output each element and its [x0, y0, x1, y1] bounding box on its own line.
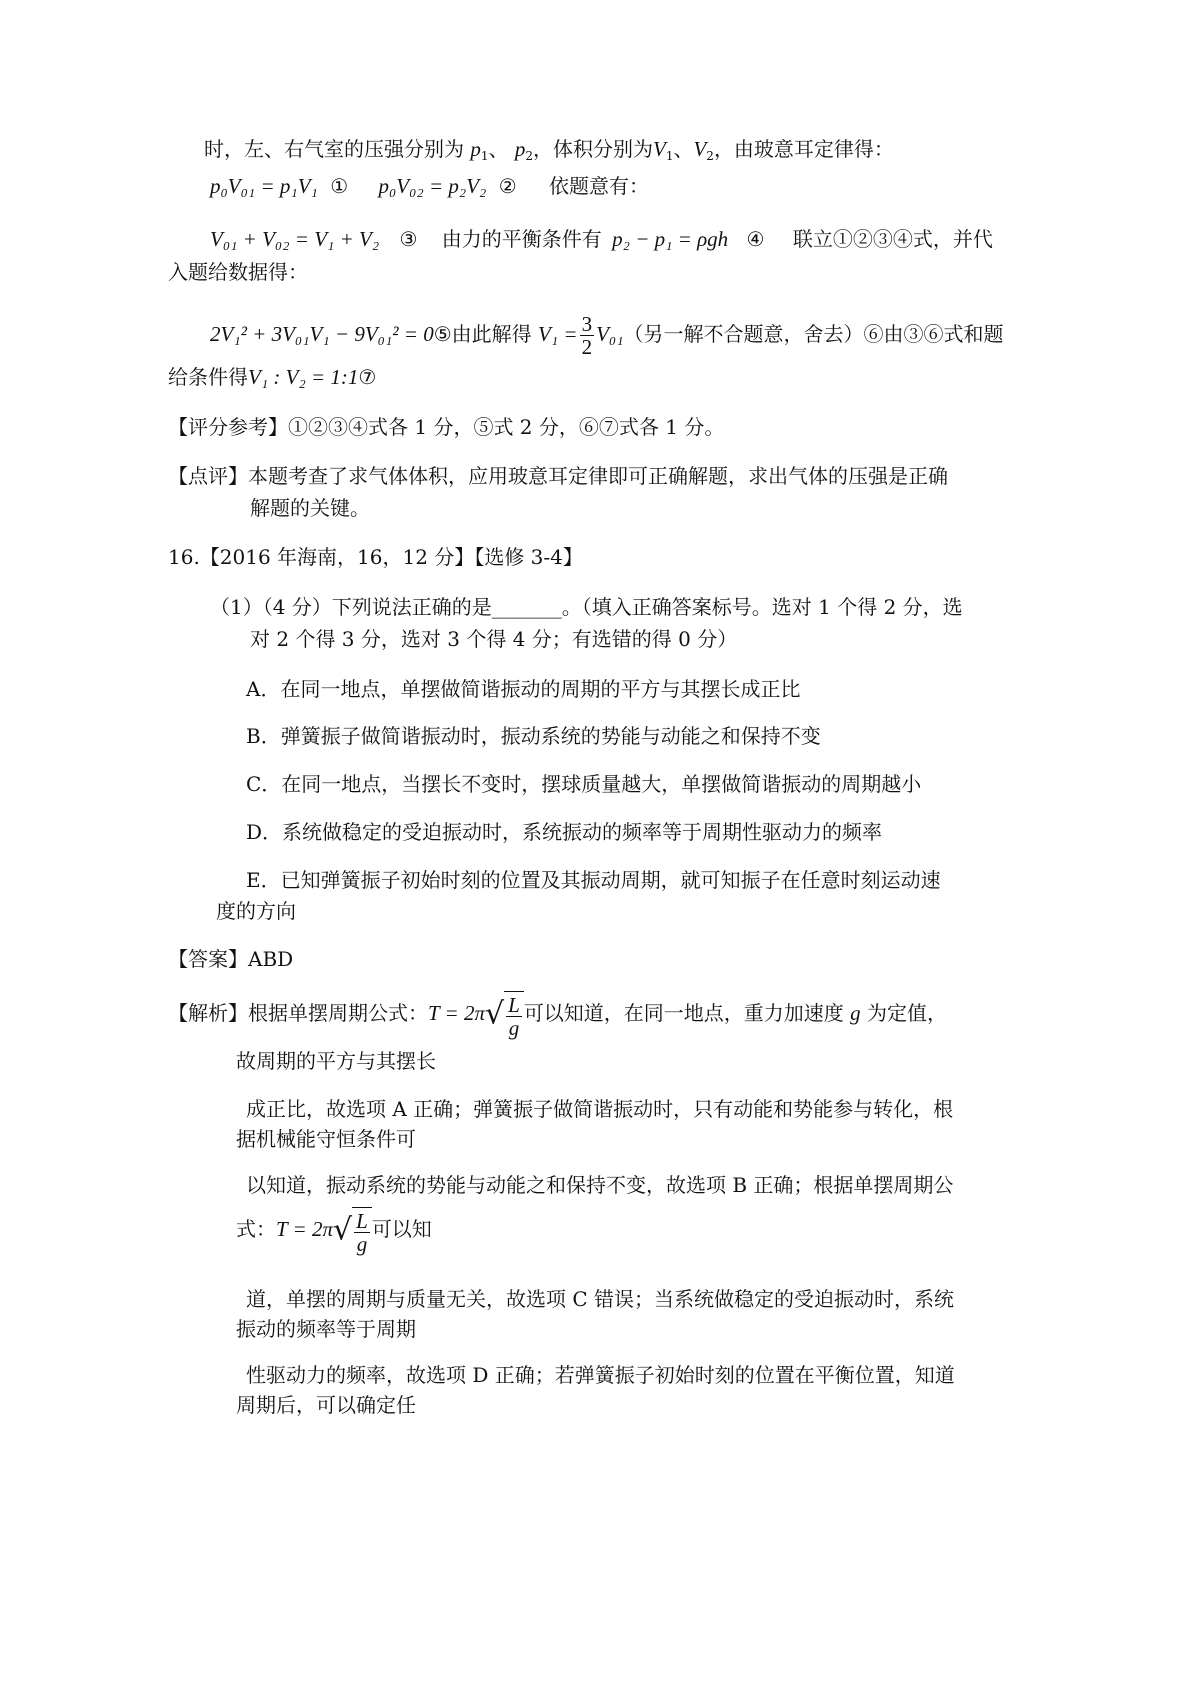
denominator: g — [356, 1231, 368, 1256]
scoring-reference: 【评分参考】①②③④式各 1 分，⑤式 2 分，⑥⑦式各 1 分。 — [168, 415, 725, 439]
text: 、 — [673, 137, 694, 161]
equation-3: V₀₁ + V₀₂ = V₁ + V₂ — [210, 227, 380, 251]
analysis-line-10: 周期后，可以确定任 — [236, 1393, 416, 1417]
denominator: g — [508, 1015, 520, 1040]
math-expr: V₀₁ — [596, 322, 624, 346]
text: ⑤由此解得 — [433, 322, 532, 346]
subscript: 1 — [665, 149, 674, 163]
numerator: L — [356, 1208, 368, 1233]
equation-4: p₂ − p₁ = ρgh — [612, 227, 729, 251]
math-var: p — [514, 137, 526, 161]
subscript: 1 — [480, 149, 489, 163]
text: 可以知 — [371, 1217, 432, 1241]
eq-number: ② — [498, 174, 517, 198]
math-var: p — [470, 137, 481, 161]
denominator: 2 — [581, 335, 593, 359]
text: 联立①②③④式，并代 — [792, 227, 993, 251]
answer: 【答案】ABD — [168, 947, 294, 971]
option-e-line-1: E．已知弹簧振子初始时刻的位置及其振动周期，就可知振子在任意时刻运动速 — [246, 868, 941, 892]
text: ，由玻意耳定律得： — [713, 137, 894, 161]
formula: T = 2π — [428, 1001, 485, 1025]
text: 式： — [236, 1217, 276, 1241]
text: 可以知道，在同一地点，重力加速度 — [523, 1001, 851, 1025]
question-part-1-line-2: 对 2 个得 3 分，选对 3 个得 4 分；有选错的得 0 分） — [250, 627, 738, 651]
text: ⑦ — [358, 365, 377, 389]
option-a: A．在同一地点，单摆做简谐振动的周期的平方与其摆长成正比 — [246, 677, 801, 701]
text: 为定值， — [860, 1001, 948, 1025]
equation-2: p₀V₀₂ = p₂V₂ — [378, 174, 487, 198]
equation-1: p₀V₀₁ = p₁V₁ — [210, 174, 318, 198]
square-root: √ $\frac{L}{g}$ — [333, 1206, 372, 1255]
analysis-line-2: 故周期的平方与其摆长 — [236, 1049, 436, 1073]
line-6 — [168, 362, 376, 392]
numerator: 3 — [581, 312, 593, 336]
analysis-line-7: 道，单摆的周期与质量无关，故选项 C 错误；当系统做稳定的受迫振动时，系统 — [246, 1287, 955, 1311]
fraction — [580, 313, 595, 358]
line-5 — [210, 312, 1004, 358]
text: 给条件得 — [168, 365, 248, 389]
text: 时，左、右气室的压强分别为 — [204, 137, 471, 161]
analysis-line-3: 成正比，故选项 A 正确；弹簧振子做简谐振动时，只有动能和势能参与转化，根 — [246, 1097, 954, 1121]
option-b: B．弹簧振子做简谐振动时，振动系统的势能与动能之和保持不变 — [246, 724, 821, 748]
analysis-line-6 — [236, 1206, 432, 1255]
analysis-line-8: 振动的频率等于周期 — [236, 1317, 416, 1341]
subscript: 2 — [525, 149, 533, 163]
line-3 — [210, 224, 993, 254]
analysis-line-1 — [168, 990, 947, 1039]
analysis-line-9: 性驱动力的频率，故选项 D 正确；若弹簧振子初始时刻的位置在平衡位置，知道 — [246, 1363, 955, 1387]
line-2 — [210, 171, 649, 201]
line-1 — [204, 134, 894, 171]
equation-6: V₁ : V₂ = 1:1 — [248, 365, 359, 389]
math-var: V — [653, 137, 666, 161]
text: 、 — [488, 137, 515, 161]
eq-number: ③ — [399, 227, 418, 251]
comment-line-2: 解题的关键。 — [250, 496, 370, 520]
numerator: L — [508, 992, 520, 1017]
math-expr: V₁ = — [538, 322, 578, 346]
analysis-line-5: 以知道，振动系统的势能与动能之和保持不变，故选项 B 正确；根据单摆周期公 — [246, 1173, 954, 1197]
option-d: D．系统做稳定的受迫振动时，系统振动的频率等于周期性驱动力的频率 — [246, 820, 883, 844]
square-root: √ $\frac{L}{g}$ — [485, 990, 524, 1039]
formula: T = 2π — [276, 1217, 333, 1241]
math-var: V — [693, 137, 707, 161]
analysis-line-4: 据机械能守恒条件可 — [236, 1127, 416, 1151]
eq-number: ① — [330, 174, 349, 198]
text: 由力的平衡条件有 — [441, 227, 602, 251]
text: 依题意有： — [549, 174, 649, 198]
option-e-line-2: 度的方向 — [216, 899, 296, 923]
math-var: g — [850, 1001, 861, 1025]
line-4: 入题给数据得： — [168, 260, 308, 284]
text: 【解析】根据单摆周期公式： — [168, 1001, 428, 1025]
comment-line-1: 【点评】本题考查了求气体体积，应用玻意耳定律即可正确解题，求出气体的压强是正确 — [168, 464, 948, 488]
option-c: C．在同一地点，当摆长不变时，摆球质量越大，单摆做简谐振动的周期越小 — [246, 772, 922, 796]
question-16-title: 16.【2016 年海南，16，12 分】【选修 3-4】 — [168, 545, 583, 569]
eq-number: ④ — [746, 227, 765, 251]
equation-5: 2V₁² + 3V₀₁V₁ − 9V₀₁² = 0 — [210, 322, 434, 346]
text: ，体积分别为 — [533, 137, 653, 161]
subscript: 2 — [706, 149, 714, 163]
question-part-1-line-1: （1）（4 分）下列说法正确的是_______。（填入正确答案标号。选对 1 个得 2 分，选 — [210, 595, 963, 619]
text: （另一解不合题意，舍去）⑥由③⑥式和题 — [623, 322, 1004, 346]
